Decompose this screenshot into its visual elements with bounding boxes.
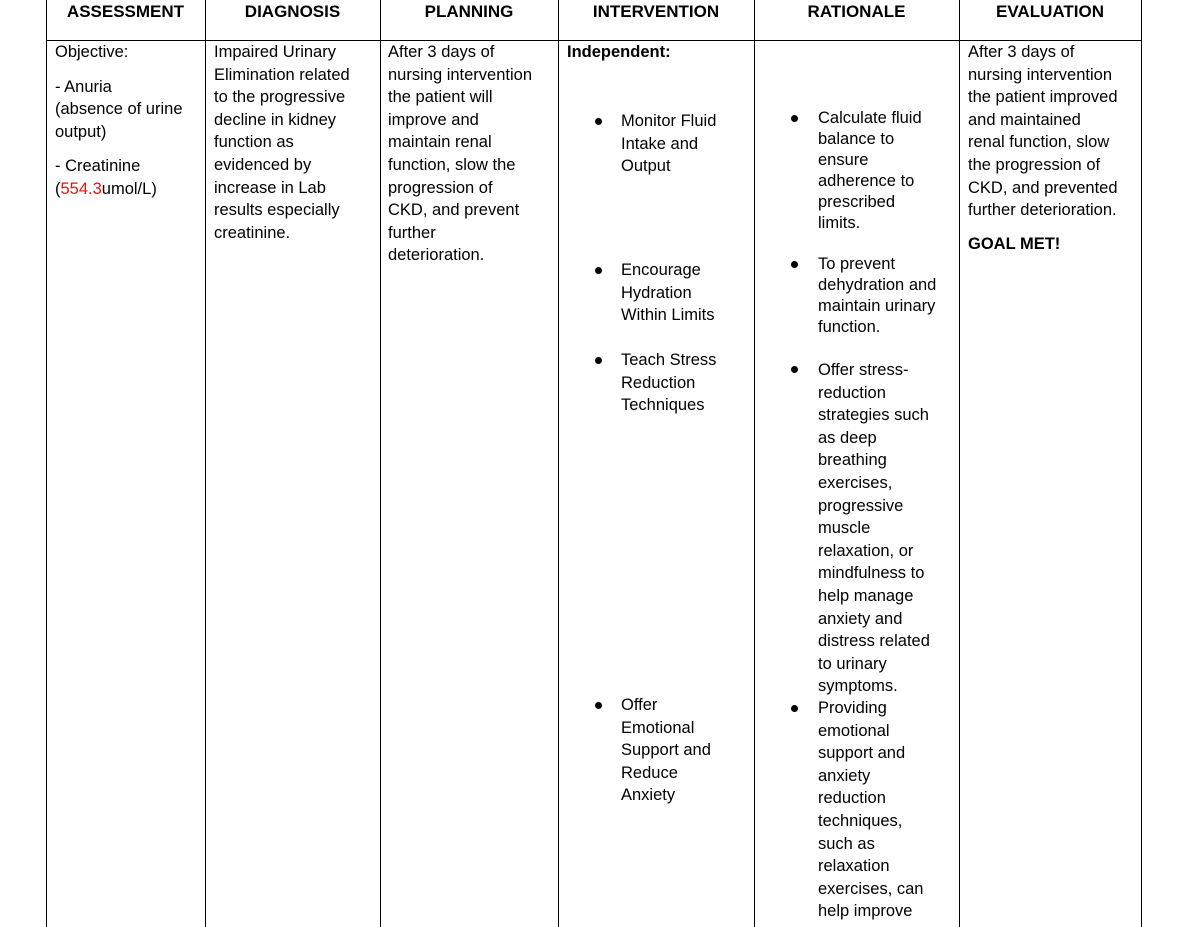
header-assessment: ASSESSMENT — [66, 2, 185, 21]
bullet-icon — [791, 115, 798, 122]
intervention-line: Support and — [621, 741, 711, 760]
rationale-line: reduction — [818, 383, 886, 402]
rationale-line: such as — [818, 834, 875, 853]
rationale-line: relaxation, or — [818, 541, 914, 560]
column-divider — [558, 0, 559, 927]
rationale-line: limits. — [818, 214, 861, 232]
rationale-line: maintain urinary — [818, 297, 936, 315]
rationale-item — [818, 697, 956, 923]
planning-line: CKD, and prevent — [388, 201, 520, 220]
rationale-line: dehydration and — [818, 276, 937, 294]
column-divider — [205, 0, 206, 927]
evaluation-line: CKD, and prevented — [968, 178, 1118, 197]
rationale-line: muscle — [818, 519, 871, 538]
column-divider — [1141, 0, 1142, 927]
diagnosis-line: function as — [214, 133, 294, 152]
intervention-line: Encourage — [621, 261, 701, 279]
intervention-line: Emotional — [621, 718, 695, 737]
header-rationale: RATIONALE — [807, 2, 906, 21]
rationale-line: strategies such — [818, 406, 929, 425]
planning-line: nursing intervention — [388, 65, 533, 84]
evaluation-line: renal function, slow — [968, 133, 1110, 152]
intervention-line: Within Limits — [621, 306, 715, 325]
rationale-line: support and — [818, 744, 906, 763]
rationale-line: exercises, — [818, 473, 893, 492]
rationale-line: anxiety and — [818, 609, 903, 628]
planning-line: improve and — [388, 110, 479, 129]
planning-cell — [388, 41, 556, 267]
rationale-line: distress related — [818, 632, 930, 651]
rationale-line: To prevent — [818, 255, 896, 273]
rationale-line: relaxation — [818, 857, 890, 876]
goal-status: GOAL MET! — [968, 234, 1061, 253]
rationale-line: to urinary — [818, 654, 887, 673]
rationale-line: as deep — [818, 428, 877, 447]
diagnosis-line: creatinine. — [214, 223, 291, 242]
creatinine-value: 554.3 — [60, 179, 102, 198]
diagnosis-line: to the progressive — [214, 88, 346, 107]
header-diagnosis: DIAGNOSIS — [244, 2, 341, 21]
evaluation-line: After 3 days of — [968, 43, 1075, 61]
rationale-line: reduction — [818, 789, 886, 808]
evaluation-line: the patient improved — [968, 88, 1118, 107]
intervention-item — [621, 259, 751, 327]
planning-line: deterioration. — [388, 246, 485, 265]
rationale-line: breathing — [818, 451, 887, 470]
diagnosis-cell — [214, 41, 376, 244]
creatinine-item: - Creatinine — [55, 157, 141, 176]
rationale-line: balance to — [818, 130, 895, 148]
intervention-item — [621, 110, 751, 178]
bullet-icon — [595, 118, 602, 125]
rationale-line: adherence to — [818, 172, 915, 190]
evaluation-line: and maintained — [968, 110, 1081, 129]
bullet-icon — [791, 705, 798, 712]
rationale-line: exercises, can — [818, 879, 924, 898]
evaluation-line: nursing intervention — [968, 65, 1113, 84]
rationale-line: mindfulness to — [818, 564, 925, 583]
rationale-item — [818, 254, 956, 338]
rationale-item — [818, 359, 956, 698]
diagnosis-line: Impaired Urinary — [214, 43, 336, 61]
rationale-line: help improve — [818, 902, 913, 921]
column-divider — [380, 0, 381, 927]
planning-line: After 3 days of — [388, 43, 495, 61]
rationale-line: Providing — [818, 699, 887, 717]
rationale-line: ensure — [818, 151, 869, 169]
bullet-icon — [595, 357, 602, 364]
column-divider — [754, 0, 755, 927]
creatinine-value-line — [55, 178, 203, 201]
evaluation-line: the progression of — [968, 155, 1101, 174]
intervention-item — [621, 694, 751, 807]
anuria-description: output) — [55, 122, 107, 141]
objective-label: Objective: — [55, 43, 129, 61]
intervention-line: Reduction — [621, 373, 696, 392]
header-intervention: INTERVENTION — [592, 2, 720, 21]
diagnosis-line: decline in kidney — [214, 110, 336, 129]
rationale-line: function. — [818, 318, 881, 336]
intervention-line: Hydration — [621, 283, 692, 302]
anuria-description: (absence of urine — [55, 100, 183, 119]
evaluation-line: further deterioration. — [968, 201, 1117, 220]
planning-line: further — [388, 223, 436, 242]
diagnosis-line: Elimination related — [214, 65, 350, 84]
intervention-line: Teach Stress — [621, 351, 717, 369]
intervention-line: Techniques — [621, 396, 705, 415]
intervention-item — [621, 349, 751, 417]
intervention-line: Anxiety — [621, 786, 676, 805]
intervention-line: Output — [621, 157, 671, 176]
rationale-line: prescribed — [818, 193, 896, 211]
bullet-icon — [791, 261, 798, 268]
header-evaluation: EVALUATION — [996, 2, 1104, 21]
planning-line: function, slow the — [388, 155, 516, 174]
planning-line: maintain renal — [388, 133, 492, 152]
bullet-icon — [595, 267, 602, 274]
planning-line: the patient will — [388, 88, 493, 107]
intervention-line: Offer — [621, 696, 658, 714]
rationale-item — [818, 108, 956, 234]
rationale-line: progressive — [818, 496, 904, 515]
rationale-line: symptoms. — [818, 677, 898, 696]
intervention-line: Reduce — [621, 763, 678, 782]
intervention-line: Monitor Fluid — [621, 112, 717, 130]
rationale-line: emotional — [818, 721, 890, 740]
intervention-heading: Independent: — [567, 43, 671, 61]
bullet-icon — [791, 366, 798, 373]
diagnosis-line: increase in Lab — [214, 178, 326, 197]
rationale-line: techniques, — [818, 811, 903, 830]
column-divider — [46, 0, 47, 927]
anuria-item: - Anuria — [55, 77, 112, 96]
diagnosis-line: evidenced by — [214, 155, 312, 174]
diagnosis-line: results especially — [214, 201, 340, 220]
rationale-line: help manage — [818, 586, 914, 605]
intervention-line: Intake and — [621, 134, 699, 153]
planning-line: progression of — [388, 178, 493, 197]
creatinine-unit: umol/L) — [101, 179, 157, 198]
creatinine-open: ( — [55, 179, 61, 198]
evaluation-cell — [968, 41, 1140, 255]
rationale-line: anxiety — [818, 766, 871, 785]
bullet-icon — [595, 702, 602, 709]
rationale-line: Offer stress- — [818, 361, 909, 379]
column-divider — [959, 0, 960, 927]
assessment-cell — [55, 41, 203, 201]
header-planning: PLANNING — [424, 2, 514, 21]
rationale-line: Calculate fluid — [818, 109, 922, 127]
